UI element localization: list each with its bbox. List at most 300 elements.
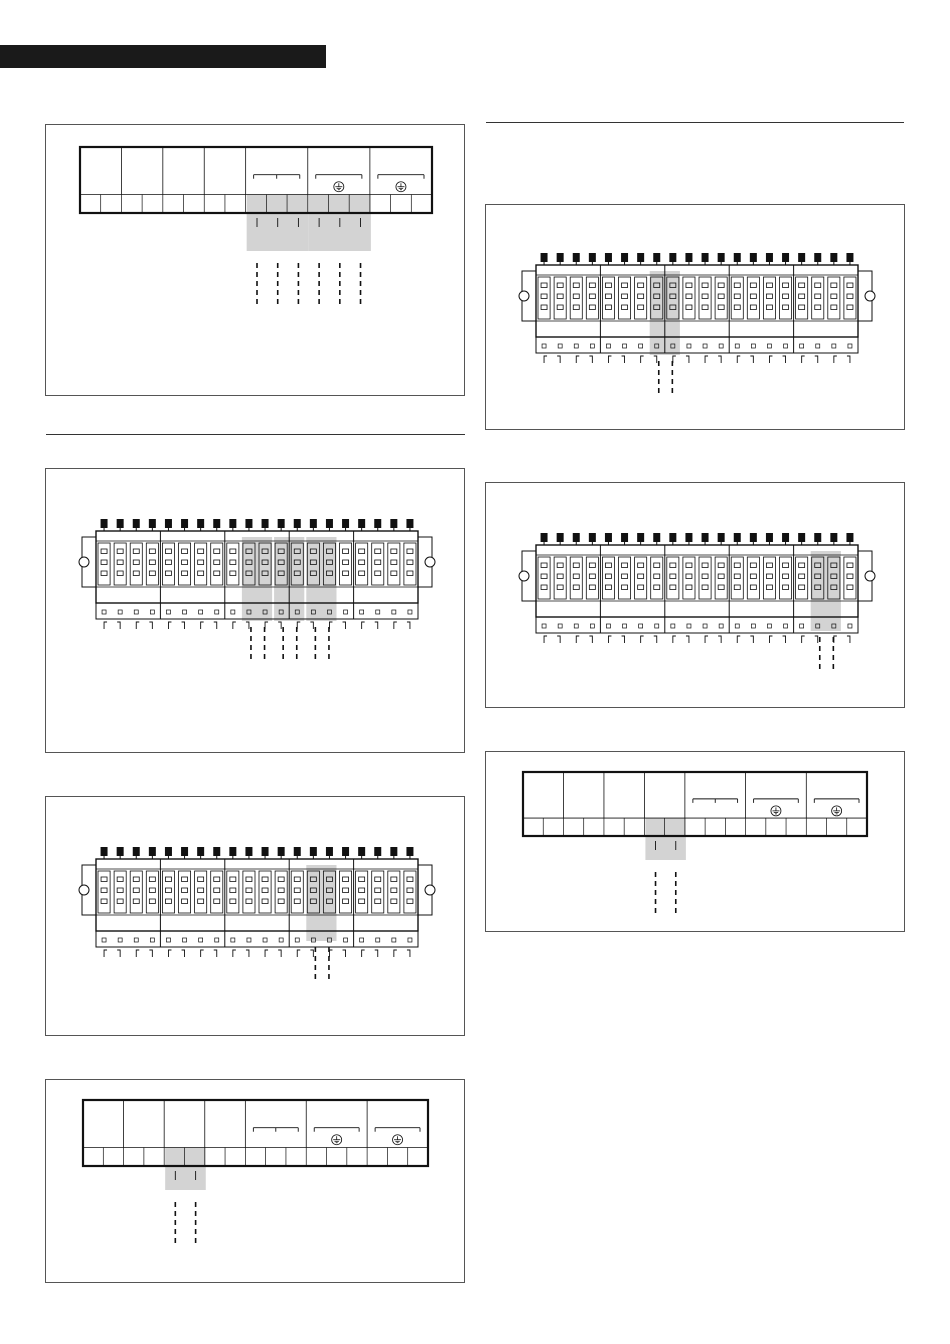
switch-toggle [718, 533, 725, 542]
rail-terminal [639, 624, 643, 628]
switch-contact [622, 294, 628, 299]
switch-contact [391, 877, 397, 882]
switch-toggle [557, 533, 564, 542]
switch-toggle [181, 519, 188, 528]
switch-contact [165, 549, 171, 554]
diagram-panel-6 [485, 482, 905, 708]
switch-toggle [814, 253, 821, 262]
switch-contact [718, 563, 724, 568]
switch-contact [117, 877, 123, 882]
rail-terminal [183, 938, 187, 942]
switch-toggle [782, 253, 789, 262]
switch-toggle [358, 847, 365, 856]
switch-toggle [782, 533, 789, 542]
rail-terminal [279, 938, 283, 942]
highlight-region [306, 865, 336, 941]
rail-terminal [703, 344, 707, 348]
highlight-region [165, 1148, 206, 1190]
switch-toggle [605, 533, 612, 542]
switch-contact [101, 899, 107, 904]
rail-terminal [655, 624, 659, 628]
switch-contact [799, 283, 805, 288]
switch-toggle [310, 519, 317, 528]
switch-contact [149, 888, 155, 893]
mounting-screw-icon [79, 557, 89, 567]
rail-terminal [166, 938, 170, 942]
terminal-mark [783, 356, 786, 363]
switch-toggle [653, 253, 660, 262]
switch-contact [734, 283, 740, 288]
switch-contact [718, 294, 724, 299]
terminal-mark [329, 622, 332, 629]
rail-terminal [767, 624, 771, 628]
terminal-mark [394, 622, 397, 629]
switch-contact [589, 283, 595, 288]
switch-contact [230, 560, 236, 565]
terminal-mark [557, 356, 560, 363]
switch-body [536, 265, 858, 337]
switch-contact [573, 563, 579, 568]
switch-contact [847, 574, 853, 579]
terminal-mark [375, 950, 378, 957]
switch-contact [622, 563, 628, 568]
switch-contact [654, 574, 660, 579]
switch-contact [278, 899, 284, 904]
switch-contact [557, 585, 563, 590]
switch-contact [847, 585, 853, 590]
switch-contact [230, 549, 236, 554]
switch-toggle [101, 847, 108, 856]
switch-contact [230, 888, 236, 893]
switch-contact [182, 571, 188, 576]
terminal-mark [737, 636, 740, 643]
terminal-mark [750, 636, 753, 643]
terminal-mark [686, 356, 689, 363]
terminal-mark [233, 622, 236, 629]
switch-toggle [342, 847, 349, 856]
terminal-mark [608, 356, 611, 363]
switch-toggle [621, 533, 628, 542]
switch-contact [557, 283, 563, 288]
diagram-panel-1 [45, 124, 465, 396]
terminal-mark [641, 356, 644, 363]
terminal-mark [375, 622, 378, 629]
switch-contact [117, 571, 123, 576]
switch-contact [214, 560, 220, 565]
switch-contact [407, 899, 413, 904]
switch-toggle [213, 847, 220, 856]
switch-contact [182, 888, 188, 893]
switch-contact [573, 305, 579, 310]
switch-contact [359, 899, 365, 904]
terminal-mark [686, 636, 689, 643]
terminal-mark [750, 356, 753, 363]
switch-contact [230, 899, 236, 904]
switch-contact [847, 305, 853, 310]
switch-contact [702, 283, 708, 288]
switch-contact [686, 294, 692, 299]
switch-toggle [750, 253, 757, 262]
switch-contact [783, 574, 789, 579]
switch-contact [359, 560, 365, 565]
switch-contact [117, 899, 123, 904]
switch-toggle [605, 253, 612, 262]
switch-contact [182, 560, 188, 565]
switch-contact [165, 877, 171, 882]
rail-terminal [295, 938, 299, 942]
rail-terminal [215, 610, 219, 614]
terminal-mark [815, 636, 818, 643]
switch-contact [718, 305, 724, 310]
switch-contact [702, 305, 708, 310]
terminal-mark [783, 636, 786, 643]
terminal-mark [589, 636, 592, 643]
switch-toggle [149, 519, 156, 528]
switch-toggle [589, 253, 596, 262]
terminal-mark [737, 356, 740, 363]
switch-contact [815, 305, 821, 310]
switch-toggle [229, 847, 236, 856]
rail-terminal [392, 938, 396, 942]
switch-contact [101, 888, 107, 893]
terminal-mark [310, 950, 313, 957]
section-header-bar [0, 45, 326, 68]
switch-toggle [573, 533, 580, 542]
switch-contact [718, 574, 724, 579]
terminal-mark [654, 356, 657, 363]
terminal-block-diagram [46, 1080, 466, 1284]
diagram-panel-5 [485, 204, 905, 430]
switch-strip-diagram [486, 205, 906, 431]
switch-toggle [117, 847, 124, 856]
mounting-screw-icon [519, 291, 529, 301]
switch-contact [750, 563, 756, 568]
rail-terminal [590, 624, 594, 628]
switch-toggle [245, 519, 252, 528]
rail-terminal [784, 344, 788, 348]
switch-contact [391, 549, 397, 554]
switch-contact [589, 574, 595, 579]
switch-contact [573, 294, 579, 299]
switch-contact [343, 571, 349, 576]
switch-contact [407, 560, 413, 565]
switch-toggle [734, 253, 741, 262]
switch-toggle [685, 533, 692, 542]
switch-contact [375, 571, 381, 576]
bottom-rail [536, 337, 858, 353]
switch-toggle [310, 847, 317, 856]
switch-contact [702, 574, 708, 579]
switch-contact [750, 305, 756, 310]
switch-toggle [117, 519, 124, 528]
diagram-panel-7 [485, 751, 905, 932]
rail-terminal [376, 610, 380, 614]
terminal-mark [769, 356, 772, 363]
switch-contact [557, 294, 563, 299]
switch-contact [573, 585, 579, 590]
switch-contact [149, 899, 155, 904]
switch-toggle [814, 533, 821, 542]
terminal-mark [407, 622, 410, 629]
switch-toggle [278, 847, 285, 856]
switch-contact [198, 877, 204, 882]
switch-contact [799, 563, 805, 568]
switch-contact [262, 877, 268, 882]
switch-contact [391, 571, 397, 576]
switch-contact [783, 305, 789, 310]
rail-terminal [360, 938, 364, 942]
switch-contact [407, 888, 413, 893]
switch-contact [149, 877, 155, 882]
switch-contact [101, 549, 107, 554]
switch-contact [622, 585, 628, 590]
rail-terminal [767, 344, 771, 348]
rail-terminal [247, 938, 251, 942]
terminal-mark [214, 950, 217, 957]
switch-toggle [750, 533, 757, 542]
terminal-mark [149, 622, 152, 629]
terminal-mark [168, 950, 171, 957]
terminal-mark [265, 622, 268, 629]
bottom-rail [96, 931, 418, 947]
switch-toggle [133, 847, 140, 856]
terminal-mark [576, 636, 579, 643]
switch-contact [605, 574, 611, 579]
switch-contact [766, 585, 772, 590]
switch-toggle [669, 253, 676, 262]
switch-toggle [541, 533, 548, 542]
switch-contact [214, 899, 220, 904]
switch-toggle [685, 253, 692, 262]
rail-terminal [719, 624, 723, 628]
rail-terminal [606, 344, 610, 348]
switch-toggle [846, 533, 853, 542]
switch-contact [230, 877, 236, 882]
switch-contact [686, 305, 692, 310]
terminal-mark [201, 622, 204, 629]
terminal-mark [117, 622, 120, 629]
rail-terminal [392, 610, 396, 614]
switch-contact [799, 294, 805, 299]
terminal-mark [136, 622, 139, 629]
switch-contact [101, 877, 107, 882]
terminal-mark [214, 622, 217, 629]
switch-contact [101, 571, 107, 576]
terminal-block-frame [523, 772, 867, 836]
terminal-mark [847, 636, 850, 643]
terminal-mark [362, 950, 365, 957]
switch-contact [670, 574, 676, 579]
rail-terminal [590, 344, 594, 348]
highlight-region [645, 818, 685, 860]
switch-toggle [798, 533, 805, 542]
rail-terminal [558, 624, 562, 628]
switch-contact [783, 585, 789, 590]
switch-contact [375, 877, 381, 882]
switch-contact [198, 899, 204, 904]
rail-terminal [102, 610, 106, 614]
terminal-mark [394, 950, 397, 957]
switch-contact [294, 888, 300, 893]
switch-contact [541, 585, 547, 590]
switch-contact [750, 294, 756, 299]
switch-contact [407, 571, 413, 576]
mounting-screw-icon [79, 885, 89, 895]
switch-toggle [374, 519, 381, 528]
switch-contact [847, 563, 853, 568]
switch-contact [799, 585, 805, 590]
terminal-mark [362, 622, 365, 629]
switch-toggle [229, 519, 236, 528]
switch-contact [686, 283, 692, 288]
rail-terminal [263, 938, 267, 942]
switch-contact [391, 899, 397, 904]
switch-contact [686, 574, 692, 579]
terminal-mark [168, 622, 171, 629]
switch-contact [718, 283, 724, 288]
switch-contact [605, 283, 611, 288]
divider-right [486, 122, 904, 123]
switch-contact [831, 283, 837, 288]
terminal-mark [673, 636, 676, 643]
terminal-mark [718, 356, 721, 363]
switch-contact [750, 585, 756, 590]
switch-contact [133, 560, 139, 565]
switch-toggle [197, 847, 204, 856]
rail-terminal [183, 610, 187, 614]
terminal-mark [589, 356, 592, 363]
switch-contact [262, 888, 268, 893]
switch-contact [766, 574, 772, 579]
switch-contact [133, 899, 139, 904]
switch-contact [654, 585, 660, 590]
rail-terminal [639, 344, 643, 348]
bottom-rail [536, 617, 858, 633]
rail-terminal [623, 344, 627, 348]
switch-contact [718, 585, 724, 590]
switch-toggle [294, 847, 301, 856]
rail-terminal [848, 624, 852, 628]
rail-terminal [199, 938, 203, 942]
switch-contact [734, 574, 740, 579]
switch-toggle [621, 253, 628, 262]
switch-toggle [181, 847, 188, 856]
switch-toggle [734, 533, 741, 542]
rail-terminal [606, 624, 610, 628]
switch-contact [750, 574, 756, 579]
switch-contact [117, 888, 123, 893]
switch-contact [246, 877, 252, 882]
switch-contact [214, 571, 220, 576]
switch-contact [638, 574, 644, 579]
rail-terminal [134, 938, 138, 942]
switch-contact [359, 571, 365, 576]
switch-contact [198, 549, 204, 554]
terminal-mark [201, 950, 204, 957]
rail-terminal [751, 624, 755, 628]
switch-contact [278, 877, 284, 882]
terminal-mark [815, 356, 818, 363]
switch-contact [246, 899, 252, 904]
terminal-block-diagram [46, 125, 466, 397]
switch-contact [541, 305, 547, 310]
switch-toggle [830, 253, 837, 262]
switch-contact [214, 877, 220, 882]
switch-toggle [406, 847, 413, 856]
switch-toggle [342, 519, 349, 528]
switch-contact [847, 283, 853, 288]
switch-toggle [541, 253, 548, 262]
terminal-mark [182, 622, 185, 629]
switch-contact [375, 549, 381, 554]
switch-toggle [830, 533, 837, 542]
terminal-mark [407, 950, 410, 957]
switch-strip-diagram [46, 469, 466, 754]
switch-contact [541, 574, 547, 579]
switch-contact [278, 888, 284, 893]
switch-contact [198, 888, 204, 893]
switch-contact [541, 563, 547, 568]
switch-contact [783, 563, 789, 568]
switch-contact [573, 283, 579, 288]
switch-toggle [278, 519, 285, 528]
rail-terminal [150, 938, 154, 942]
switch-toggle [718, 253, 725, 262]
mounting-screw-icon [865, 571, 875, 581]
rail-terminal [832, 344, 836, 348]
switch-contact [847, 294, 853, 299]
switch-contact [294, 899, 300, 904]
switch-contact [799, 574, 805, 579]
highlight-region [306, 537, 336, 621]
switch-toggle [669, 533, 676, 542]
rail-terminal [542, 624, 546, 628]
switch-contact [622, 574, 628, 579]
terminal-mark [343, 622, 346, 629]
rail-terminal [816, 344, 820, 348]
switch-toggle [165, 519, 172, 528]
switch-contact [605, 305, 611, 310]
terminal-mark [705, 636, 708, 643]
rail-terminal [671, 624, 675, 628]
switch-toggle [262, 519, 269, 528]
switch-contact [734, 294, 740, 299]
terminal-mark [673, 356, 676, 363]
switch-contact [391, 888, 397, 893]
terminal-mark [608, 636, 611, 643]
switch-contact [165, 560, 171, 565]
switch-contact [605, 563, 611, 568]
switch-toggle [637, 533, 644, 542]
switch-contact [750, 283, 756, 288]
switch-contact [573, 574, 579, 579]
switch-toggle [133, 519, 140, 528]
switch-contact [198, 571, 204, 576]
switch-contact [262, 899, 268, 904]
switch-contact [702, 563, 708, 568]
switch-toggle [101, 519, 108, 528]
switch-contact [589, 563, 595, 568]
terminal-mark [576, 356, 579, 363]
switch-toggle [557, 253, 564, 262]
switch-toggle [653, 533, 660, 542]
switch-contact [605, 294, 611, 299]
rail-terminal [703, 624, 707, 628]
terminal-mark [233, 950, 236, 957]
rail-terminal [687, 624, 691, 628]
switch-contact [734, 305, 740, 310]
switch-contact [407, 877, 413, 882]
